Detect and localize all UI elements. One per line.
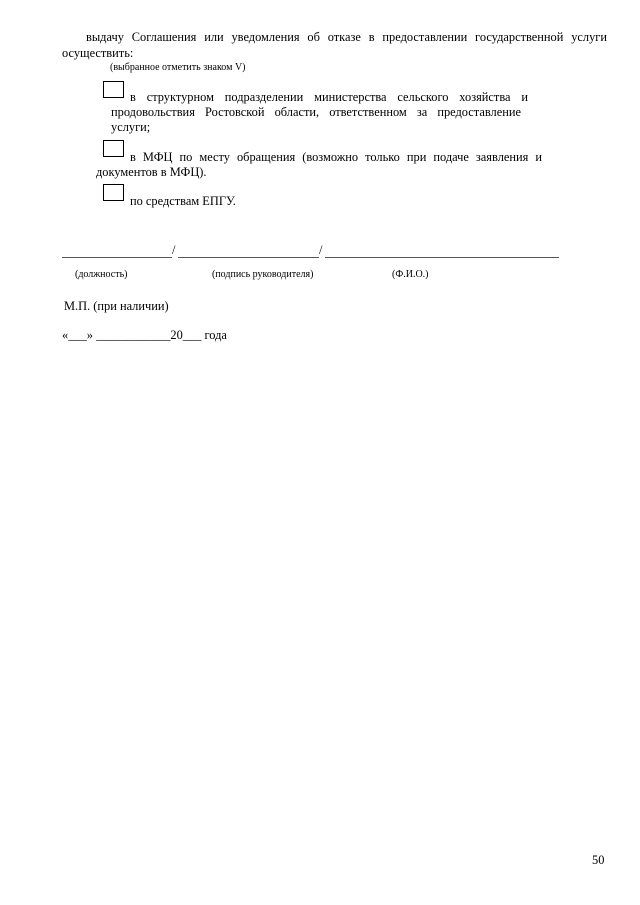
separator-2: / [319, 243, 323, 257]
stamp-note: М.П. (при наличии) [64, 299, 169, 313]
name-underline [325, 257, 559, 258]
option-1-line-2: продовольствия Ростовской области, ответственном за предоставление [111, 105, 521, 119]
option-1-checkbox[interactable] [103, 81, 124, 98]
option-3-checkbox[interactable] [103, 184, 124, 201]
name-label: (Ф.И.О.) [392, 269, 429, 280]
date-line: «___» ____________20___ года [62, 328, 227, 342]
option-1-line-3: услуги; [111, 120, 151, 134]
position-label: (должность) [75, 269, 128, 280]
separator-1: / [172, 243, 176, 257]
option-2-checkbox[interactable] [103, 140, 124, 157]
option-2-line-1: в МФЦ по месту обращения (возможно только при подаче заявления и [130, 150, 542, 164]
intro-line-2: осуществить: [62, 46, 134, 60]
selection-hint: (выбранное отметить знаком V) [110, 62, 246, 73]
page-number: 50 [592, 853, 605, 867]
signature-label: (подпись руководителя) [212, 269, 314, 280]
signature-underline [178, 257, 319, 258]
option-2-line-2: документов в МФЦ). [96, 165, 207, 179]
option-3-line-1: по средствам ЕПГУ. [130, 194, 236, 208]
option-1-line-1: в структурном подразделении министерства сельского хозяйства и [130, 90, 528, 104]
position-underline [62, 257, 172, 258]
intro-line-1: выдачу Соглашения или уведомления об отказе в предоставлении государственной услуги [86, 30, 607, 44]
